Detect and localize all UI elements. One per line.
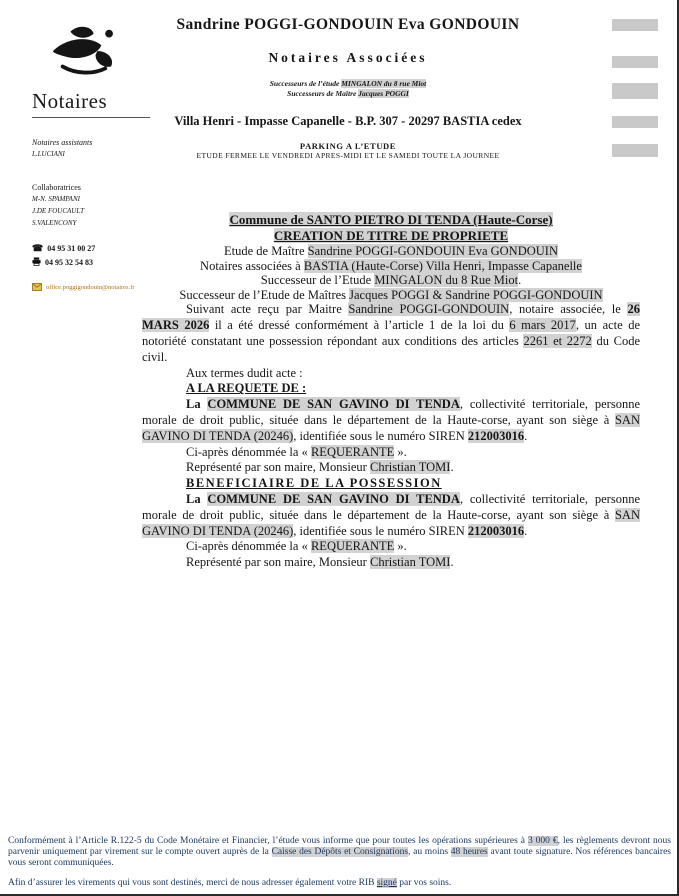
text-segment: , les règlements devront nous parvenir uniquement par virement sur le compte ouvert auprès de la bbox=[8, 836, 671, 857]
redaction-mark bbox=[612, 83, 658, 99]
etude-line-4 bbox=[142, 288, 640, 303]
assistant-name: L.LUCIANI bbox=[32, 150, 65, 158]
text-segment: . bbox=[450, 460, 454, 475]
collaborator-name: J.DE FOUCAULT bbox=[32, 207, 84, 215]
text-segment: Jacques POGGI bbox=[358, 89, 409, 98]
text-segment: SAN GAVINO DI TENDA (20246) bbox=[142, 507, 640, 538]
requete-paragraph bbox=[142, 397, 640, 444]
text-segment: , au moins bbox=[408, 847, 451, 857]
text-segment: Conformément à l’Article R.122-5 du Code Monétaire et Financier, l’étude vous informe que pour toutes les opérations supérieures à bbox=[8, 836, 528, 846]
text-segment: . bbox=[524, 428, 528, 443]
text-segment: Ci-après dénommée la « bbox=[186, 444, 311, 459]
email-icon bbox=[32, 278, 42, 296]
header-successors-line-1 bbox=[148, 79, 548, 89]
text-segment: COMMUNE DE SAN GAVINO DI TENDA bbox=[207, 397, 460, 412]
text-segment: Afin d’assurer les virements qui vous sont destinés, merci de nous adresser également votre RIB bbox=[8, 878, 377, 888]
text-segment: Représenté par son maire, Monsieur bbox=[186, 555, 370, 570]
text-segment: MINGALON du 8 Rue Miot bbox=[374, 273, 519, 288]
phone-row bbox=[32, 244, 152, 253]
header-successors-line-2 bbox=[148, 89, 548, 99]
text-segment: du Code civil. bbox=[142, 333, 640, 364]
footer-notice-2 bbox=[8, 878, 671, 889]
represente-line-2 bbox=[142, 555, 640, 571]
sidebar bbox=[32, 22, 152, 296]
collaborator-name: M-N. SPAMPANI bbox=[32, 195, 80, 203]
represente-line bbox=[142, 460, 640, 476]
phone-icon: ☎ bbox=[32, 243, 44, 253]
text-segment: ». bbox=[394, 444, 407, 459]
header-hours-note: ETUDE FERMEE LE VENDREDI APRES-MIDI ET LE SAMEDI TOUTE LA JOURNEE bbox=[196, 151, 500, 160]
act-paragraph bbox=[142, 302, 640, 365]
ci-apres-line-2 bbox=[142, 539, 640, 555]
text-segment: 26 MARS 2026 bbox=[142, 302, 640, 333]
email-address[interactable]: office.poggigondouin@notaires.fr bbox=[46, 283, 135, 291]
doc-title-commune bbox=[142, 212, 640, 228]
text-segment: ». bbox=[394, 539, 407, 554]
text-segment: 3 000 € bbox=[527, 836, 558, 846]
text-segment: BASTIA (Haute-Corse) Villa Henri, Impasse Capanelle bbox=[303, 258, 582, 273]
etude-line-3 bbox=[142, 273, 640, 288]
text-segment: Successeur de l’Etude bbox=[260, 273, 375, 288]
text-segment: Commune de SANTO PIETRO DI TENDA (Haute-Corse) bbox=[229, 212, 553, 227]
text-segment: MINGALON du 8 rue Miot bbox=[341, 79, 427, 88]
document-body bbox=[142, 212, 640, 571]
text-segment: Représenté par son maire, Monsieur bbox=[186, 460, 370, 475]
email-row[interactable] bbox=[32, 278, 152, 296]
etude-line-2 bbox=[142, 259, 640, 274]
text-segment: , identifiée sous le numéro SIREN bbox=[293, 523, 468, 538]
text-segment: La bbox=[186, 491, 208, 506]
fax-icon bbox=[32, 257, 41, 268]
logo-underline-rule bbox=[32, 117, 150, 118]
etude-line-1 bbox=[142, 244, 640, 259]
footer-notice bbox=[8, 836, 671, 889]
text-segment: , identifiée sous le numéro SIREN bbox=[293, 428, 468, 443]
notaires-logo bbox=[32, 22, 152, 118]
beneficiaire-heading: BENEFICIAIRE DE LA POSSESSION bbox=[186, 476, 442, 491]
text-segment: , collectivité territoriale, personne morale de droit public, située dans le département de la Haute-corse, ayant son siège à bbox=[142, 397, 641, 427]
text-segment: , un acte de notoriété constatant une possession répondant aux conditions des articles bbox=[142, 318, 640, 348]
text-segment: Caisse des Dépôts et Consignations bbox=[271, 847, 409, 857]
text-segment: COMMUNE DE SAN GAVINO DI TENDA bbox=[207, 491, 460, 506]
header-subtitle: Notaires Associées bbox=[268, 50, 428, 65]
logo-graphic-icon bbox=[32, 22, 132, 82]
redaction-mark bbox=[612, 56, 658, 68]
text-segment: REQUERANTE bbox=[310, 539, 395, 554]
text-segment: Jacques POGGI & Sandrine POGGI-GONDOUIN bbox=[349, 287, 603, 302]
text-segment: 48 heures bbox=[450, 847, 488, 857]
text-segment: par vos soins. bbox=[396, 878, 452, 888]
logo-wordmark: Notaires bbox=[32, 89, 108, 113]
text-segment: avant toute signature. Nos références bancaires vous seront communiquées. bbox=[8, 847, 672, 868]
text-segment: , notaire associée, le bbox=[509, 302, 628, 317]
text-segment: Christian TOMI bbox=[369, 555, 451, 570]
collaborators-label: Collaboratrices bbox=[32, 183, 81, 192]
text-segment: La bbox=[186, 397, 208, 412]
text-segment: 212003016 bbox=[467, 428, 525, 443]
text-segment: 6 mars 2017 bbox=[509, 318, 576, 333]
text-segment: Sandrine POGGI-GONDOUIN bbox=[348, 302, 510, 317]
text-segment: Christian TOMI bbox=[369, 460, 451, 475]
fax-row bbox=[32, 257, 152, 268]
text-segment: , collectivité territoriale, personne morale de droit public, située dans le département de la Haute-corse, ayant son siège à bbox=[142, 491, 641, 522]
phone-number: 04 95 31 00 27 bbox=[47, 244, 96, 253]
redaction-mark bbox=[612, 144, 658, 157]
footer-notice-1 bbox=[8, 836, 671, 869]
text-segment: CREATION DE TITRE DE PROPRIETE bbox=[273, 228, 509, 243]
ci-apres-line bbox=[142, 445, 640, 461]
letterhead bbox=[148, 16, 548, 160]
fax-number: 04 95 32 54 83 bbox=[45, 258, 93, 267]
text-segment: il a été dressé conformément à l’article 1 de la loi du bbox=[209, 318, 510, 333]
text-segment: 212003016 bbox=[467, 523, 525, 538]
header-address: Villa Henri - Impasse Capanelle - B.P. 307 - 20297 BASTIA cedex bbox=[174, 114, 522, 128]
collaborator-name: S.VALENCONY bbox=[32, 219, 77, 227]
text-segment: Notaires associées à bbox=[200, 258, 304, 273]
text-segment: . bbox=[518, 273, 522, 288]
doc-title-creation bbox=[142, 228, 640, 244]
header-names: Sandrine POGGI-GONDOUIN Eva GONDOUIN bbox=[176, 16, 520, 33]
header-parking-note: PARKING A L’ETUDE bbox=[299, 141, 397, 151]
text-segment: Successeurs de l’étude bbox=[269, 79, 342, 88]
text-segment: Successeurs de Maître bbox=[287, 89, 359, 98]
text-segment: Successeur de l’Etude de Maîtres bbox=[179, 287, 350, 302]
redaction-mark bbox=[612, 19, 658, 31]
text-segment: Sandrine POGGI-GONDOUIN Eva GONDOUIN bbox=[307, 244, 558, 258]
text-segment: Etude de Maître bbox=[224, 244, 308, 258]
text-segment: SAN GAVINO DI TENDA (20246) bbox=[142, 412, 640, 443]
aux-termes-line: Aux termes dudit acte : bbox=[186, 365, 303, 380]
text-segment: Suivant acte reçu par Maitre bbox=[186, 302, 349, 317]
text-segment: signé bbox=[376, 878, 397, 888]
text-segment: Ci-après dénommée la « bbox=[186, 539, 311, 554]
beneficiaire-paragraph bbox=[142, 492, 640, 539]
text-segment: 2261 et 2272 bbox=[523, 333, 592, 348]
text-segment: . bbox=[450, 555, 454, 570]
assistants-label: Notaires assistants bbox=[32, 138, 93, 147]
redaction-mark bbox=[612, 116, 658, 128]
text-segment: REQUERANTE bbox=[310, 444, 395, 459]
requete-heading: A LA REQUETE DE : bbox=[186, 381, 307, 396]
text-segment: . bbox=[524, 523, 528, 538]
